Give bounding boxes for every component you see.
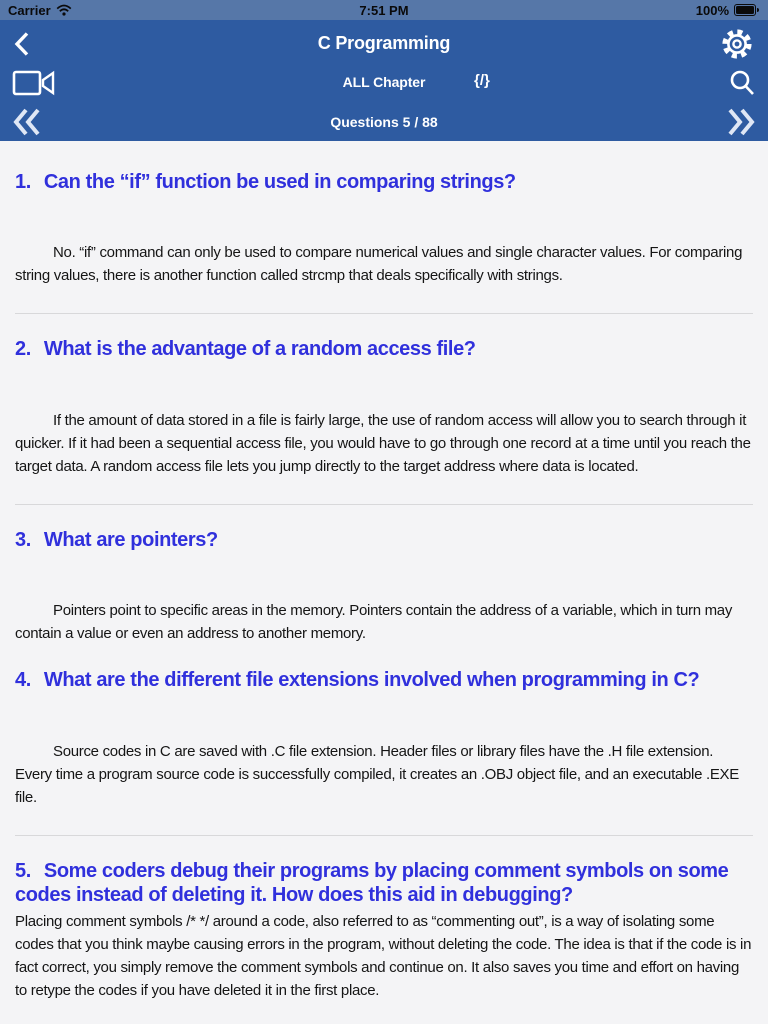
- app-header: [0, 20, 768, 141]
- answer-text: Pointers point to specific areas in the memory. Pointers contain the address of a variable, which in turn may contain a value or even an address to another memory.: [15, 602, 733, 643]
- status-bar-right: [640, 3, 760, 18]
- qa-item: [15, 668, 753, 808]
- status-bar: [0, 0, 768, 20]
- settings-button[interactable]: [716, 23, 758, 65]
- answer-text: If the amount of data stored in a file is fairly large, the use of random access will allow you to search through it quicker. If it had been a sequential access file, you would have to go through one record at a time until you reach the target data. A random access file lets you jump directly to the target address where data is located.: [15, 411, 751, 475]
- question-text: What are the different file extensions involved when programming in C?: [43, 669, 700, 692]
- video-button[interactable]: [10, 66, 58, 100]
- question-heading: [15, 859, 753, 908]
- clock: 7:51 PM: [359, 2, 409, 18]
- video-camera-icon: [12, 68, 56, 98]
- answer-text: No. “if” command can only be used to compare numerical values and single character values. For comparing string values, there is another function called strcmp that deals specifically with strings.: [15, 244, 743, 285]
- prev-question-button[interactable]: [10, 105, 46, 139]
- next-question-button[interactable]: [722, 105, 758, 139]
- battery-icon: [734, 4, 760, 16]
- qa-item: [15, 859, 753, 1003]
- question-heading: [15, 528, 753, 552]
- chapter-selector[interactable]: ALL Chapter: [342, 73, 426, 90]
- double-chevron-left-icon: [12, 107, 44, 137]
- question-text: What is the advantage of a random access file?: [43, 338, 476, 361]
- question-number: 5.: [15, 859, 31, 882]
- wifi-icon: [56, 4, 72, 16]
- gear-icon: [718, 25, 756, 63]
- question-text: Some coders debug their programs by placing comment symbols on some codes instead of deleting it. How does this aid in debugging?: [15, 859, 729, 906]
- divider: [15, 835, 753, 836]
- double-chevron-right-icon: [724, 107, 756, 137]
- status-bar-left: [8, 3, 128, 18]
- question-text: What are pointers?: [43, 528, 218, 551]
- question-number: 1.: [15, 171, 31, 193]
- qa-item: [15, 170, 753, 287]
- header-row-chapter: [0, 63, 768, 102]
- code-toggle-button[interactable]: {/}: [474, 72, 490, 89]
- question-heading: [15, 668, 753, 692]
- answer-text: Placing comment symbols /* */ around a code, also referred to as “commenting out”, is a way of isolating some codes that you think maybe causing errors in the program, without deleting the code. The idea is that if the code is in fact correct, you simply remove the comment symbols and continue on. It also saves you time and effort on having to retype the codes if you have deleted it in the first place.: [15, 913, 752, 1000]
- qa-content: [0, 141, 768, 1024]
- header-row-title: [0, 24, 768, 63]
- qa-item: [15, 528, 753, 645]
- divider: [15, 313, 753, 314]
- question-heading: [15, 337, 753, 361]
- question-number: 3.: [15, 528, 31, 551]
- search-icon: [728, 69, 756, 97]
- question-number: 4.: [15, 669, 31, 692]
- chevron-left-icon: [12, 31, 32, 57]
- question-heading: [15, 170, 753, 194]
- question-number: 2.: [15, 338, 31, 361]
- questions-counter: Questions 5 / 88: [330, 113, 438, 130]
- back-button[interactable]: [10, 29, 34, 59]
- battery-percent: 100%: [695, 2, 729, 18]
- header-row-questions: [0, 102, 768, 141]
- question-text: Can the “if” function be used in comparing strings?: [43, 171, 516, 193]
- carrier-label: Carrier: [8, 2, 51, 18]
- page-title: C Programming: [317, 33, 451, 53]
- chapter-selector-wrap: [0, 74, 768, 92]
- search-button[interactable]: [726, 67, 758, 99]
- divider: [15, 504, 753, 505]
- qa-item: [15, 337, 753, 477]
- answer-text: Source codes in C are saved with .C file extension. Header files or library files have the .H file extension. Every time a program source code is successfully compiled, it creates an .OBJ object file, and an executable .EXE file.: [15, 742, 739, 806]
